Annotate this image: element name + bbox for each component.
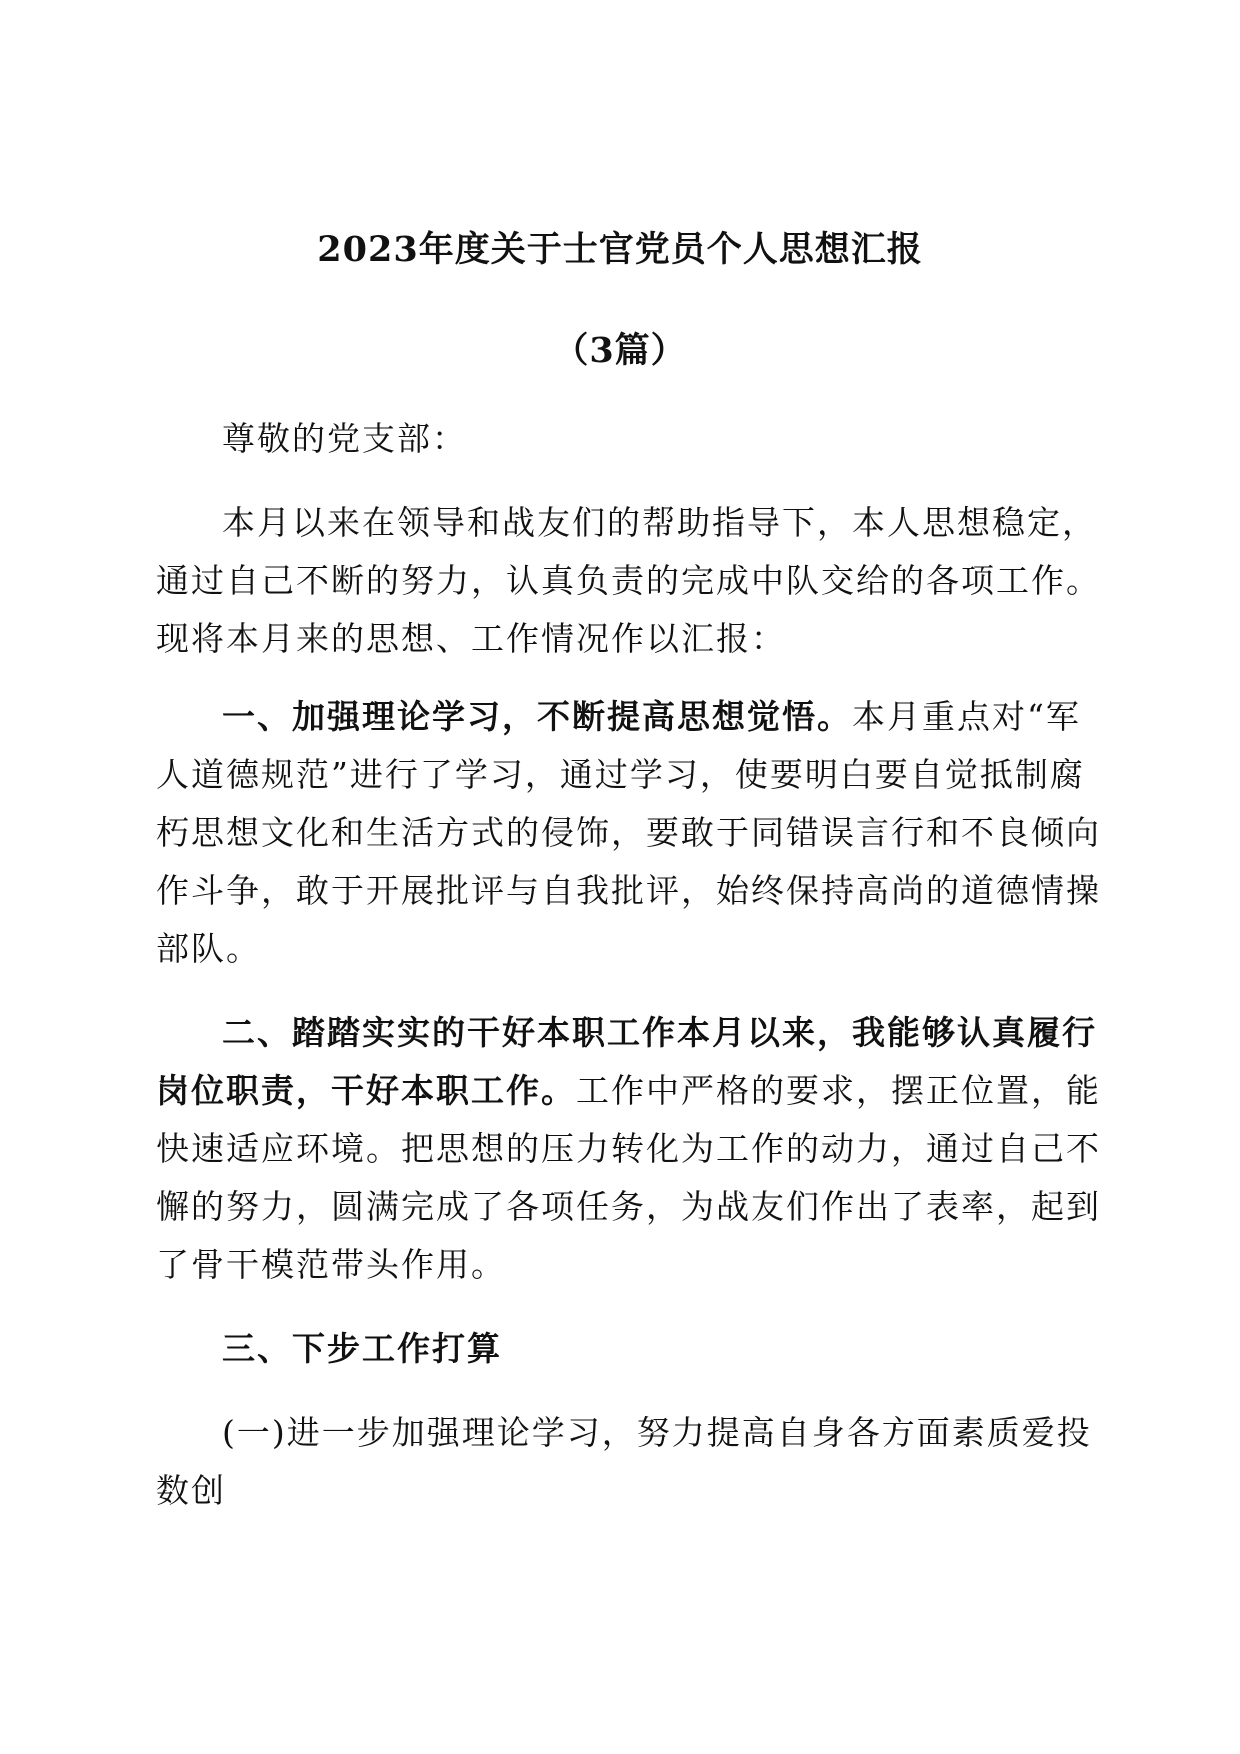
- paragraph-line: 本月以来在领导和战友们的帮助指导下，本人思想稳定，: [222, 503, 1097, 542]
- section-1-first-line: [222, 688, 1081, 746]
- paragraph-line: 懈的努力，圆满完成了各项任务，为战友们作出了表率，起到: [156, 1187, 1101, 1226]
- section-2-heading-line: 二、踏踏实实的干好本职工作本月以来，我能够认真履行: [222, 1013, 1097, 1052]
- salutation: 尊敬的党支部：: [222, 419, 467, 458]
- section-2-text: 工作中严格的要求，摆正位置，能: [576, 1071, 1101, 1110]
- paragraph-line: (一)进一步加强理论学习，努力提高自身各方面素质爱投: [222, 1413, 1092, 1452]
- paragraph-line: 朽思想文化和生活方式的侵饰，要敢于同错误言行和不良倾向: [156, 813, 1101, 852]
- paragraph-line: 部队。: [156, 929, 261, 968]
- paragraph-line: 人道德规范”进行了学习，通过学习，使要明白要自觉抵制腐: [156, 755, 1085, 794]
- paragraph-line: 快速适应环境。把思想的压力转化为工作的动力，通过自己不: [156, 1129, 1101, 1168]
- paragraph-line: 现将本月来的思想、工作情况作以汇报：: [156, 619, 786, 658]
- section-2-second-line: [156, 1062, 1101, 1120]
- section-2-heading-end: 岗位职责，干好本职工作。: [156, 1071, 576, 1110]
- section-3-heading: 三、下步工作打算: [222, 1329, 502, 1368]
- paragraph-line: 数创: [156, 1471, 226, 1510]
- document-title: 2023年度关于士官党员个人思想汇报: [317, 229, 923, 270]
- section-1-text: 本月重点对“军: [852, 697, 1081, 736]
- paragraph-line: 作斗争，敢于开展批评与自我批评，始终保持高尚的道德情操: [156, 871, 1101, 910]
- paragraph-line: 了骨干模范带头作用。: [156, 1245, 506, 1284]
- document-subtitle: （3篇）: [553, 330, 687, 371]
- section-1-heading: 一、加强理论学习，不断提高思想觉悟。: [222, 697, 852, 736]
- paragraph-line: 通过自己不断的努力，认真负责的完成中队交给的各项工作。: [156, 561, 1101, 600]
